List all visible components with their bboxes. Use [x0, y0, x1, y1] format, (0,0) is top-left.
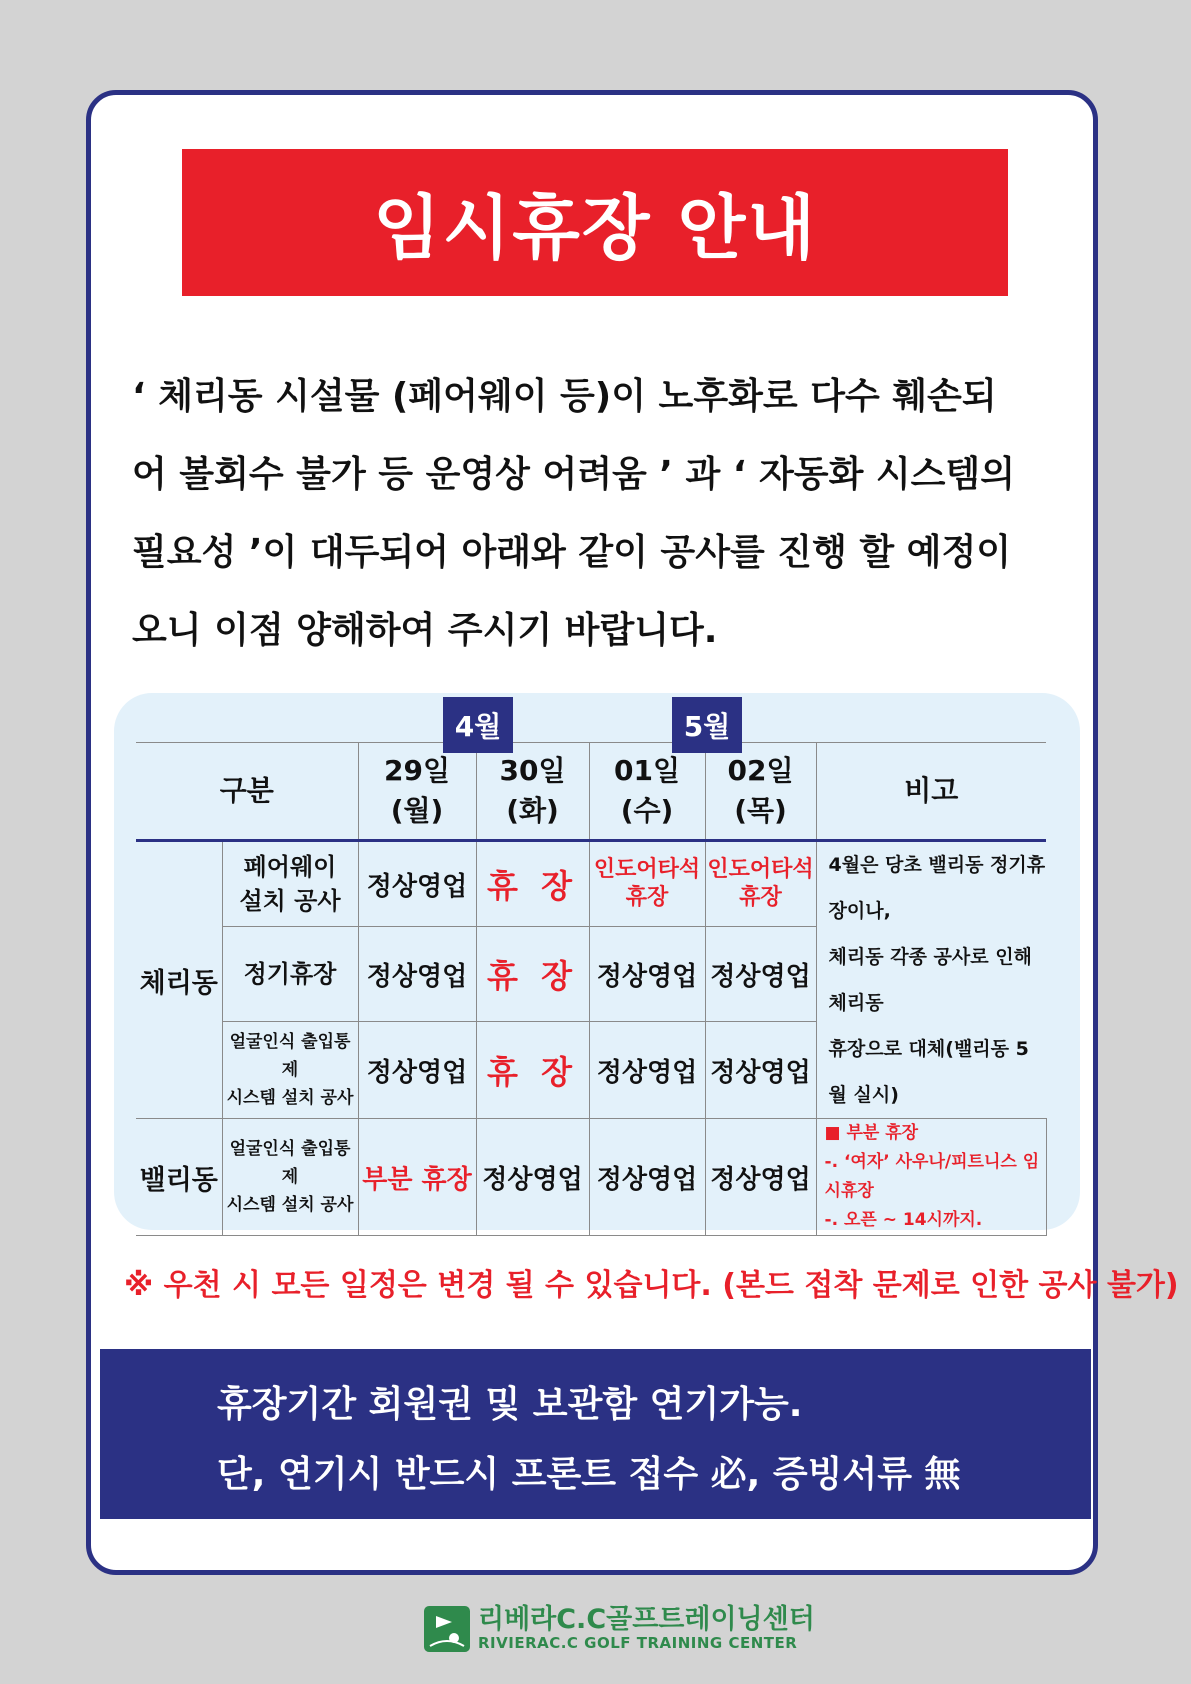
- cell-status: 휴 장: [476, 1022, 589, 1119]
- intro-text: [132, 358, 1072, 670]
- header-day-30: 30일 (화): [476, 743, 589, 841]
- table-header-row: [136, 743, 1046, 841]
- cell-status: 정상영업: [358, 841, 476, 927]
- cherry-note: 4월은 당초 밸리동 정기휴장이나, 체리동 각종 공사로 인해 체리동 휴장으로 대체(밸리동 5월 실시): [816, 841, 1046, 1119]
- cell-status: 정상영업: [358, 927, 476, 1022]
- intro-line: 어 볼회수 불가 등 운영상 어려움 ’ 과 ‘ 자동화 시스템의: [132, 454, 1015, 495]
- header-day-29: 29일 (월): [358, 743, 476, 841]
- intro-line: 필요성 ’이 대두되어 아래와 같이 공사를 진행 할 예정이: [132, 532, 1012, 573]
- row-label: 얼굴인식 출입통제 시스템 설치 공사: [222, 1119, 358, 1236]
- valley-note: ■ 부분 휴장 -. ‘여자’ 사우나/피트니스 임시휴장 -. 오픈 ~ 14시까지.: [816, 1119, 1046, 1236]
- intro-line: 오니 이점 양해하여 주시기 바랍니다.: [132, 610, 718, 651]
- header-day-02: 02일 (목): [705, 743, 816, 841]
- cell-status: 정상영업: [476, 1119, 589, 1236]
- notice-title: 임시휴장 안내: [182, 149, 1008, 296]
- table-row: [136, 841, 1046, 927]
- group-valley: 밸리동: [136, 1119, 222, 1236]
- row-label: 정기휴장: [222, 927, 358, 1022]
- brand-name-korean: 리베라C.C골프트레이닝센터: [478, 1604, 815, 1635]
- cell-status: 정상영업: [705, 927, 816, 1022]
- header-note: 비고: [816, 743, 1046, 841]
- cell-status: 휴 장: [476, 927, 589, 1022]
- cell-status: 휴 장: [476, 841, 589, 927]
- group-cherry: 체리동: [136, 841, 222, 1119]
- rain-notice: ※ 우천 시 모든 일정은 변경 될 수 있습니다. (본드 접착 문제로 인한 공사 불가): [124, 1268, 1179, 1303]
- intro-line: ‘ 체리동 시설물 (페어웨이 등)이 노후화로 다수 훼손되: [132, 376, 997, 417]
- cell-status: 정상영업: [358, 1022, 476, 1119]
- membership-notice: [100, 1349, 1091, 1519]
- brand-name-english: RIVIERAC.C GOLF TRAINING CENTER: [478, 1634, 798, 1652]
- row-label: 페어웨이 설치 공사: [222, 841, 358, 927]
- month-badge-may: 5월: [672, 697, 742, 753]
- cell-status: 정상영업: [589, 927, 705, 1022]
- golf-flag-icon: [424, 1606, 470, 1652]
- row-label: 얼굴인식 출입통제 시스템 설치 공사: [222, 1022, 358, 1119]
- header-gubun: 구분: [136, 743, 358, 841]
- table-row: [136, 1119, 1046, 1236]
- brand-logo: [424, 1604, 815, 1654]
- header-day-01: 01일 (수): [589, 743, 705, 841]
- membership-line: 휴장기간 회원권 및 보관함 연기가능.: [217, 1384, 803, 1425]
- cell-status: 정상영업: [589, 1119, 705, 1236]
- cell-status: 정상영업: [589, 1022, 705, 1119]
- month-badge-april: 4월: [443, 697, 513, 753]
- cell-status: 정상영업: [705, 1119, 816, 1236]
- schedule-table: [136, 742, 1047, 1236]
- cell-status: 인도어타석 휴장: [589, 841, 705, 927]
- membership-line: 단, 연기시 반드시 프론트 접수 必, 증빙서류 無: [217, 1454, 961, 1495]
- cell-status: 인도어타석 휴장: [705, 841, 816, 927]
- cell-status: 정상영업: [705, 1022, 816, 1119]
- cell-status: 부분 휴장: [358, 1119, 476, 1236]
